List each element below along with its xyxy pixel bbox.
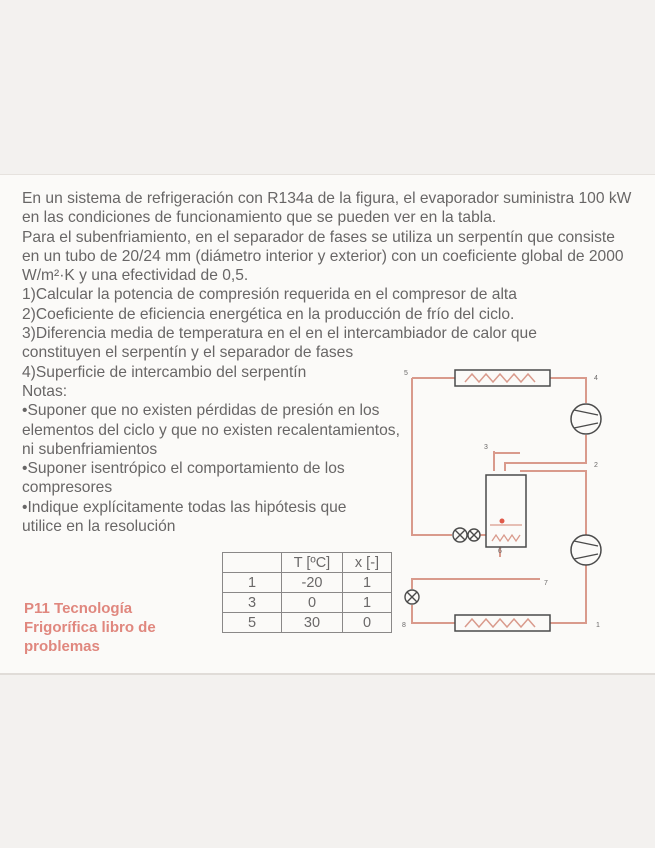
point-label: 2 [594,462,598,469]
point-label: 7 [544,580,548,587]
pipe-low-suction [550,565,586,623]
separator-marker [500,519,505,524]
point-label: 8 [402,622,406,629]
table-header: T [ºC] [282,553,343,573]
table-cell: 0 [343,613,392,633]
slide [0,174,655,675]
pipe-7 [500,547,540,579]
note-3: •Indique explícitamente todas las hipótesis que utilice en la resolución [22,498,347,536]
table-header: x [-] [343,553,392,573]
table-cell: 3 [223,593,282,613]
table-cell: 1 [343,573,392,593]
phase-separator [486,475,526,547]
point-label: 5 [404,370,408,377]
question-2: 2)Coeficiente de eficiencia energética en la producción de frío del ciclo. [22,305,515,323]
question-1: 1)Calcular la potencia de compresión requerida en el compresor de alta [22,286,517,304]
refrigeration-cycle-diagram [0,175,655,673]
low-compressor [571,535,601,565]
note-1: •Suponer que no existen pérdidas de presión en los elementos del ciclo y que no existen recalentamientos, ni subenfriamientos [22,402,400,458]
high-compressor [571,404,601,434]
pipe-liquid [412,378,452,535]
course-title-line: problemas [24,638,100,655]
notes-title: Notas: [22,382,68,400]
subcooling-paragraph: Para el subenfriamiento, en el separador de fases se utiliza un serpentín que consiste en un tubo de 20/24 mm (diámetro interior y exterior) con un coeficiente global de 2000 W/m²·K y una efectividad de 0,5. [22,228,624,285]
table-cell: 30 [282,613,343,633]
point-label: 6 [498,548,502,555]
question-4: 4)Superficie de intercambio del serpentín [22,363,307,381]
course-title-line: P11 Tecnología [24,600,133,617]
table-cell: 0 [282,593,343,613]
pipe-low-discharge [520,471,586,535]
intro-paragraph: En un sistema de refrigeración con R134a de la figura, el evaporador suministra 100 kW en las condiciones de funcionamiento que se pueden ver en la tabla. [22,190,632,227]
table-cell: -20 [282,573,343,593]
table-cell: 5 [223,613,282,633]
question-3: 3)Diferencia media de temperatura en el en el intercambiador de calor que constituyen el serpentín y el separador de fases [22,325,537,362]
point-label: 1 [596,622,600,629]
table-cell: 1 [223,573,282,593]
note-2: •Suponer isentrópico el comportamiento de los compresores [22,460,345,497]
course-title-line: Frigorífica libro de [24,619,156,636]
point-label: 4 [594,375,598,382]
point-label: 3 [484,444,488,451]
table-cell: 1 [343,593,392,613]
